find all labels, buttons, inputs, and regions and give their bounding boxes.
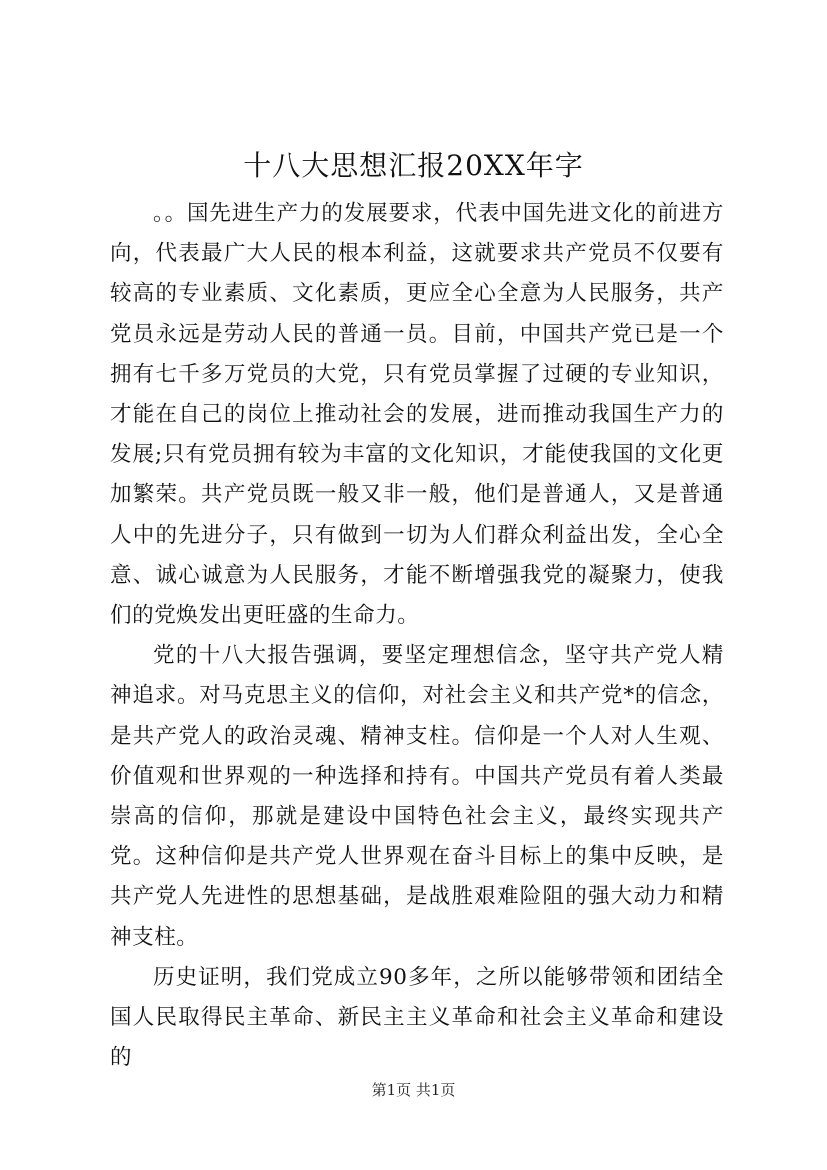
paragraph-3: 历史证明，我们党成立90多年，之所以能够带领和团结全国人民取得民主革命、新民主主义革命和社会主义革命和建设的 (110, 964, 724, 1071)
page-footer: 第1页 共1页 (371, 1081, 456, 1099)
document-body (110, 194, 724, 1078)
paragraph-1: 。。国先进生产力的发展要求，代表中国先进文化的前进方向，代表最广大人民的根本利益，这就要求共产党员不仅要有较高的专业素质、文化素质，更应全心全意为人民服务，共产党员永远是劳动人民的普通一员。目前，中国共产党已是一个拥有七千多万党员的大党，只有党员掌握了过硬的专业知识，才能在自己的岗位上推动社会的发展，进而推动我国生产力的发展;只有党员拥有较为丰富的文化知识，才能使我国的文化更加繁荣。共产党员既一般又非一般，他们是普通人，又是普通人中的先进分子，只有做到一切为人们群众利益出发，全心全意、诚心诚意为人民服务，才能不断增强我党的凝聚力，使我们的党焕发出更旺盛的生命力。 (110, 201, 724, 629)
document-title: 十八大思想汇报20XX年字 (243, 149, 584, 182)
paragraph-2: 党的十八大报告强调，要坚定理想信念，坚守共产党人精神追求。对马克思主义的信仰，对社会主义和共产党*的信念，是共产党人的政治灵魂、精神支柱。信仰是一个人对人生观、价值观和世界观的一种选择和持有。中国共产党员有着人类最崇高的信仰，那就是建设中国特色社会主义，最终实现共产党。这种信仰是共产党人世界观在奋斗目标上的集中反映，是共产党人先进性的思想基础，是战胜艰难险阻的强大动力和精神支柱。 (110, 643, 724, 950)
